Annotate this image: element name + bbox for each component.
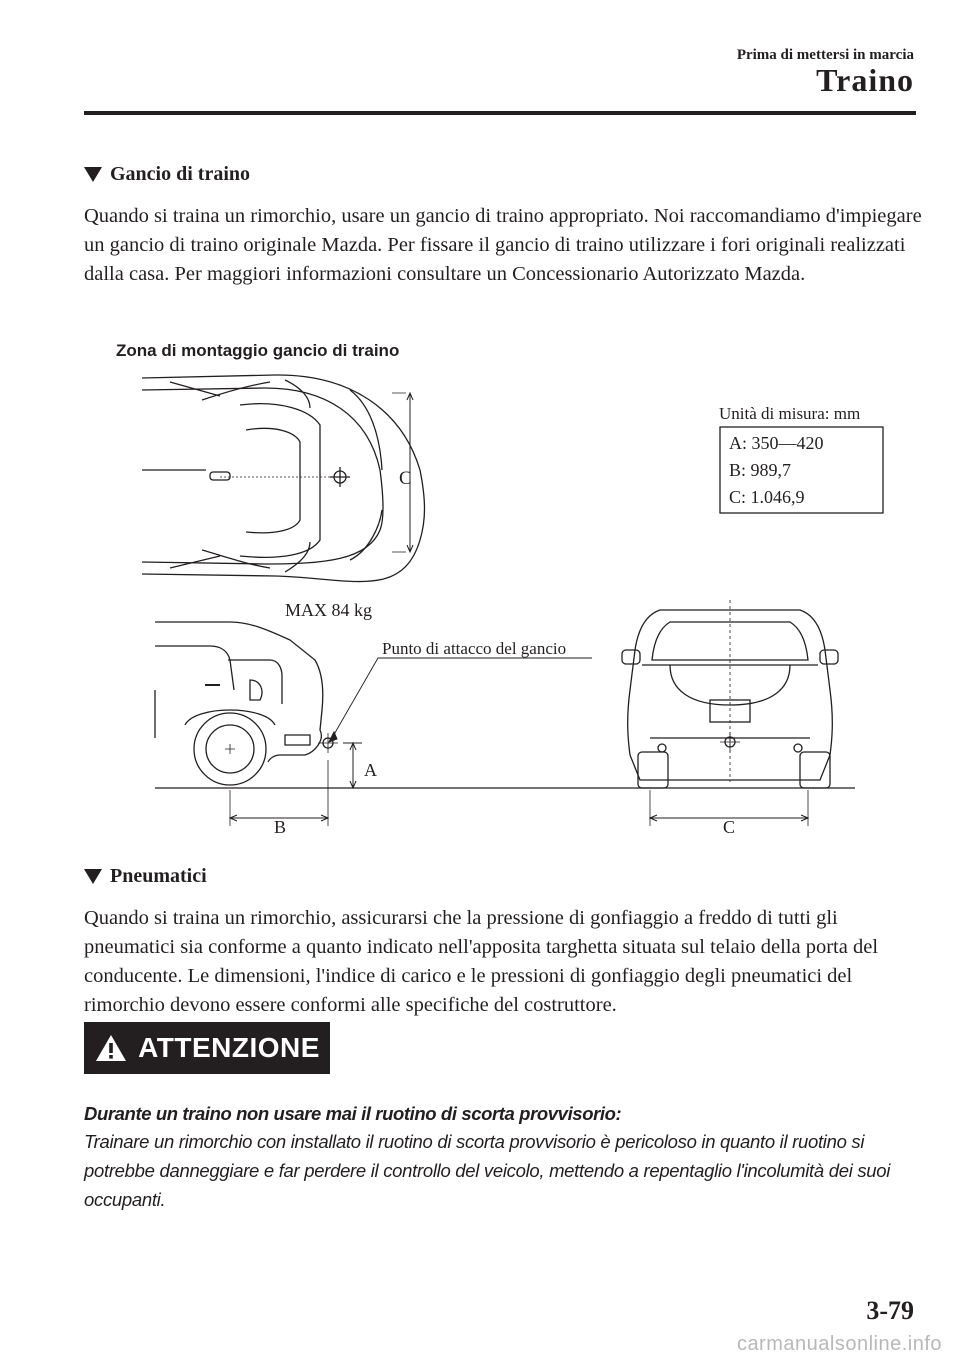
warning-label: ATTENZIONE	[138, 1032, 320, 1063]
label-c-rear: C	[723, 817, 736, 837]
hitch-leader-line	[332, 658, 592, 738]
units-label: Unità di misura: mm	[719, 404, 861, 423]
label-c-top: C	[399, 468, 412, 489]
heading-pneumatici-text: Pneumatici	[110, 865, 207, 887]
label-b: B	[274, 817, 287, 837]
page-title: Traino	[816, 62, 914, 98]
spec-b: B: 989,7	[729, 460, 792, 480]
label-a: A	[364, 760, 377, 780]
page-number: 3-79	[866, 1296, 914, 1325]
warning-icon	[94, 1033, 128, 1063]
header-section: Prima di mettersi in marcia	[736, 47, 914, 63]
warning-banner	[84, 1022, 330, 1074]
warning-title: Durante un traino non usare mai il ruotino di scorta provvisorio:	[84, 1103, 622, 1124]
car-rear-view	[622, 600, 838, 788]
heading-gancio	[84, 163, 250, 186]
hitch-point-label: Punto di attacco del gancio	[382, 639, 567, 658]
paragraph-gancio: Quando si traina un rimorchio, usare un gancio di traino appropriato. Noi raccomandiamo d'impiegare un gancio di traino originale Mazda. Per fissare il gancio di traino utilizzare i fori originali realizzati dalla casa. Per maggiori informazioni consultare un Concessionario Autorizzato Mazda.	[84, 205, 922, 285]
header-rule	[84, 111, 916, 115]
spec-c: C: 1.046,9	[729, 487, 805, 507]
heading-gancio-text: Gancio di traino	[110, 163, 251, 185]
car-side-view	[155, 622, 338, 785]
spec-a: A: 350—420	[729, 433, 824, 453]
hitch-diagram	[110, 360, 890, 840]
paragraph-pneumatici: Quando si traina un rimorchio, assicurarsi che la pressione di gonfiaggio a freddo di tutti gli pneumatici sia conforme a quanto indicato nell'apposita targhetta situata sul telaio della porta del conducente. Le dimensioni, l'indice di carico e le pressioni di gonfiaggio degli pneumatici del rimorchio devono essere conformi alle specifiche del costruttore.	[84, 907, 879, 1016]
heading-pneumatici	[84, 865, 207, 888]
figure-title: Zona di montaggio gancio di traino	[116, 341, 400, 360]
car-top-window	[240, 404, 320, 558]
warning-body: Trainare un rimorchio con installato il ruotino di scorta provvisorio è pericoloso in quanto il ruotino si potrebbe danneggiare e far perdere il controllo del veicolo, mettendo a repentaglio l'incolumità dei suoi occupanti.	[84, 1131, 891, 1210]
triangle-bullet-icon	[84, 869, 102, 884]
triangle-bullet-icon	[84, 167, 102, 182]
watermark: carmanualsonline.info	[736, 1333, 942, 1355]
max-load-label: MAX 84 kg	[285, 600, 373, 620]
